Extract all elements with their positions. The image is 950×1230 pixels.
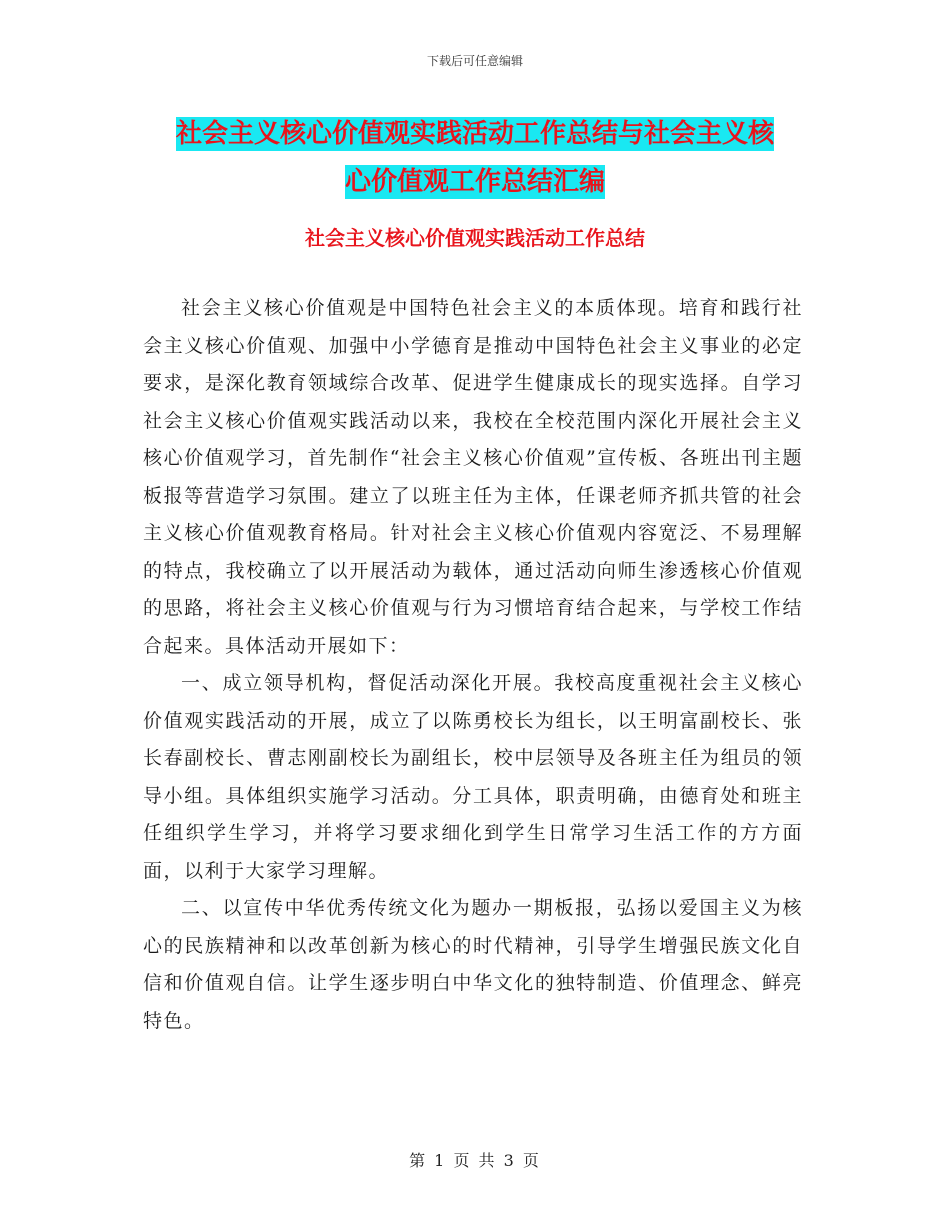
section-title: 社会主义核心价值观实践活动工作总结 — [305, 226, 645, 250]
title-line-2: 心价值观工作总结汇编 — [344, 167, 605, 197]
header-note: 下载后可任意编辑 — [426, 54, 523, 68]
title-line-1: 社会主义核心价值观实践活动工作总结与社会主义核 — [175, 119, 774, 149]
page-footer: 第 1 页 共 3 页 — [409, 1151, 541, 1170]
document-title — [145, 110, 805, 206]
paragraph-2: 一、成立领导机构，督促活动深化开展。我校高度重视社会主义核心价值观实践活动的开展，成立了以陈勇校长为组长，以王明富副校长、张长春副校长、曹志刚副校长为副组长，校中层领导及各班主任为组员的领导小组。具体组织实施学习活动。分工具体，职责明确，由德育处和班主任组织学生学习，并将学习要求细化到学生日常学习生活工作的方方面面，以利于大家学习理解。 — [143, 672, 803, 882]
paragraph-1: 社会主义核心价值观是中国特色社会主义的本质体现。培育和践行社会主义核心价值观、加强中小学德育是推动中国特色社会主义事业的必定要求，是深化教育领域综合改革、促进学生健康成长的现实选择。自学习社会主义核心价值观实践活动以来，我校在全校范围内深化开展社会主义核心价值观学习，首先制作“社会主义核心价值观”宣传板、各班出刊主题板报等营造学习氛围。建立了以班主任为主体，任课老师齐抓共管的社会主义核心价值观教育格局。针对社会主义核心价值观内容宽泛、不易理解的特点，我校确立了以开展活动为载体，通过活动向师生渗透核心价值观的思路，将社会主义核心价值观与行为习惯培育结合起来，与学校工作结合起来。具体活动开展如下： — [143, 297, 803, 657]
paragraph-3: 二、以宣传中华优秀传统文化为题办一期板报，弘扬以爱国主义为核心的民族精神和以改革创新为核心的时代精神，引导学生增强民族文化自信和价值观自信。让学生逐步明白中华文化的独特制造、价值理念、鲜亮特色。 — [143, 897, 803, 1032]
document-body — [143, 290, 803, 1040]
